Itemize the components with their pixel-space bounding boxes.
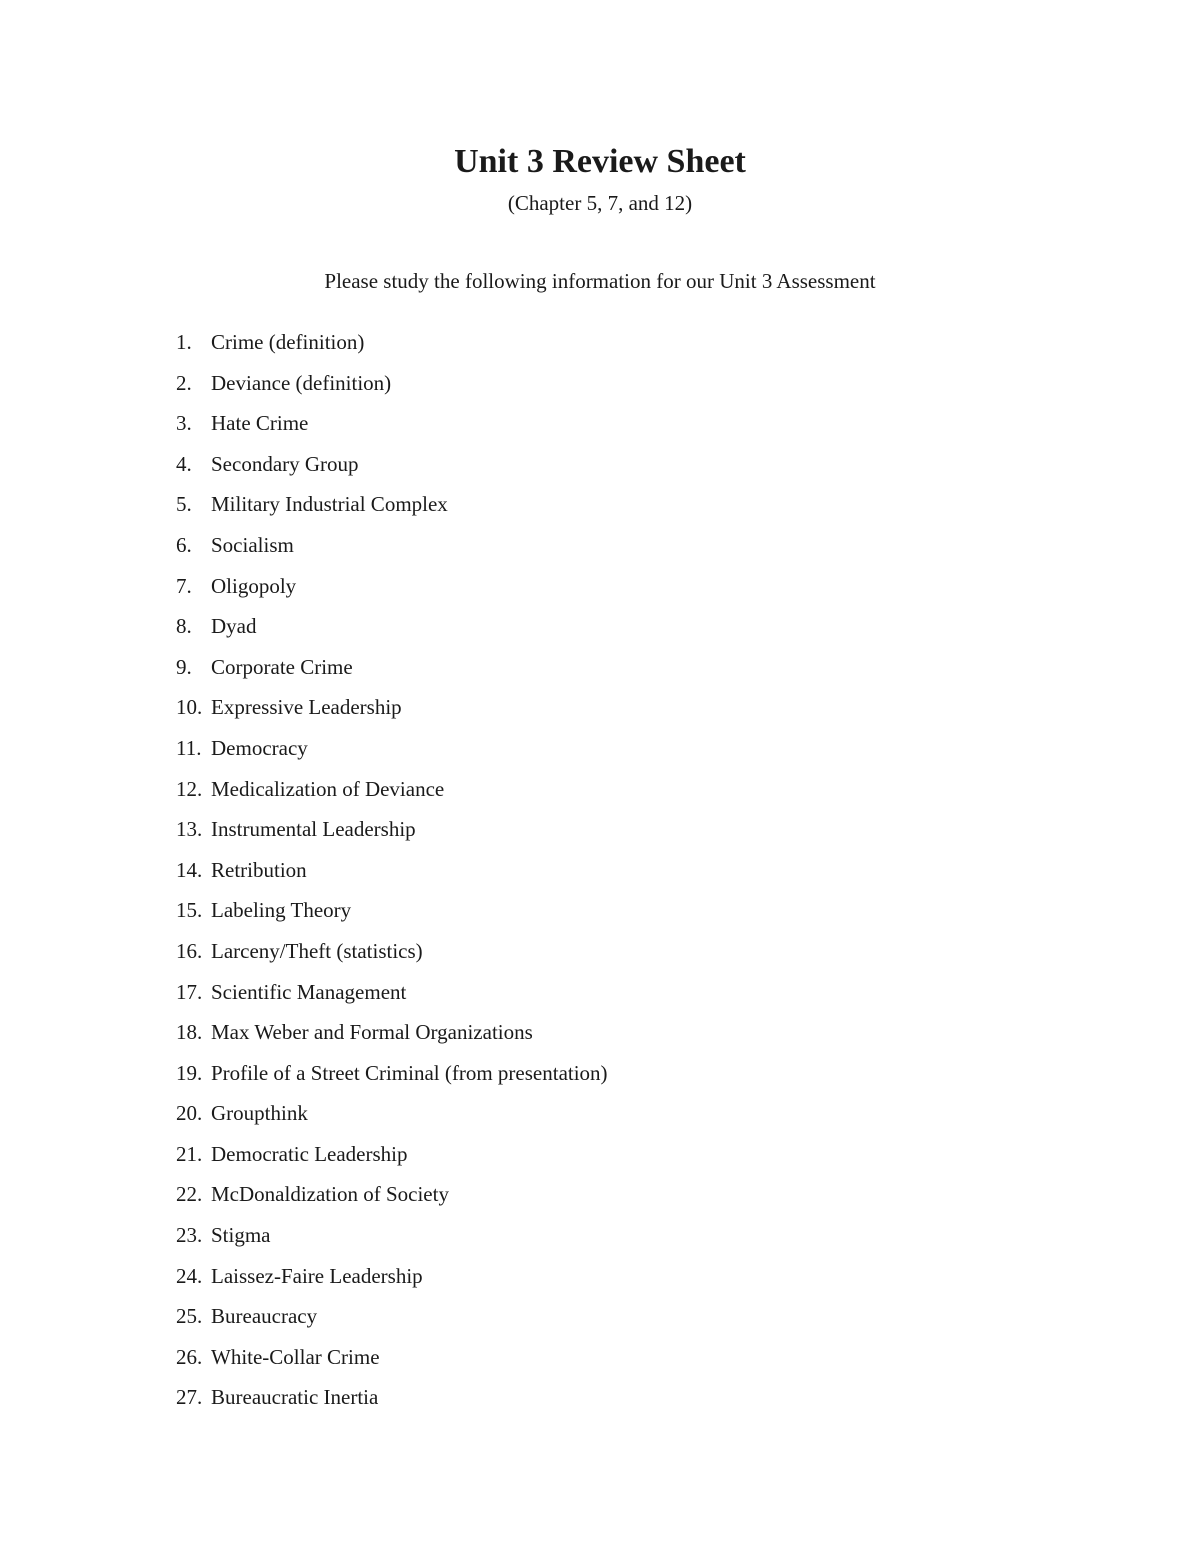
list-item-text: Stigma (211, 1223, 271, 1248)
list-item-number: 24. (176, 1263, 203, 1288)
list-item-number: 7. (176, 573, 192, 598)
list-item-text: Larceny/Theft (statistics) (211, 938, 423, 963)
list-item-number: 17. (176, 979, 203, 1004)
list-item (176, 449, 976, 490)
list-item (176, 1261, 976, 1302)
list-item-text: Medicalization of Deviance (211, 776, 445, 801)
list-item (176, 1220, 976, 1261)
list-item (176, 1342, 976, 1383)
list-item (176, 1179, 976, 1220)
list-item-text: Secondary Group (211, 451, 359, 476)
list-item (176, 1139, 976, 1180)
list-item (176, 774, 976, 815)
list-item-number: 14. (176, 857, 203, 882)
list-item (176, 855, 976, 896)
list-item-number: 22. (176, 1182, 203, 1207)
list-item (176, 327, 976, 368)
list-item-text: Groupthink (211, 1101, 308, 1126)
page-subtitle: (Chapter 5, 7, and 12) (507, 191, 693, 215)
list-item-number: 18. (176, 1020, 203, 1045)
list-item (176, 1058, 976, 1099)
list-item-number: 16. (176, 938, 203, 963)
list-item-number: 15. (176, 898, 203, 923)
list-item-text: Socialism (211, 532, 294, 557)
list-item-number: 12. (176, 776, 203, 801)
list-item (176, 1017, 976, 1058)
list-item-number: 26. (176, 1344, 203, 1369)
list-item (176, 1301, 976, 1342)
list-item-text: Bureaucratic Inertia (211, 1385, 379, 1410)
list-item-number: 21. (176, 1141, 203, 1166)
list-item-text: Max Weber and Formal Organizations (211, 1020, 533, 1045)
list-item-text: Crime (definition) (211, 330, 365, 354)
intro-text: Please study the following information for our Unit 3 Assessment (324, 269, 876, 293)
list-item-number: 19. (176, 1060, 203, 1085)
list-item-text: Scientific Management (211, 979, 407, 1004)
list-item-text: Instrumental Leadership (211, 817, 416, 842)
list-item (176, 408, 976, 449)
list-item (176, 895, 976, 936)
list-item-text: Expressive Leadership (211, 695, 402, 720)
review-list (176, 327, 976, 1423)
list-item-number: 9. (176, 654, 192, 679)
list-item-text: Democracy (211, 735, 308, 760)
list-item (176, 652, 976, 693)
list-item (176, 368, 976, 409)
list-item (176, 1098, 976, 1139)
list-item-number: 11. (176, 735, 202, 760)
list-item-number: 6. (176, 532, 192, 557)
list-item-text: Laissez-Faire Leadership (211, 1263, 423, 1288)
list-item-number: 2. (176, 370, 192, 395)
list-item (176, 571, 976, 612)
list-item-number: 5. (176, 492, 192, 517)
list-item-text: Bureaucracy (211, 1304, 318, 1329)
list-item-text: White-Collar Crime (211, 1344, 380, 1369)
list-item-text: Hate Crime (211, 411, 309, 436)
list-item-number: 20. (176, 1101, 203, 1126)
list-item-text: Deviance (definition) (211, 370, 392, 395)
list-item-number: 13. (176, 817, 203, 842)
list-item-text: Labeling Theory (211, 898, 352, 923)
list-item-text: Dyad (211, 614, 257, 639)
list-item (176, 1382, 976, 1423)
list-item-number: 10. (176, 695, 203, 720)
list-item-text: Profile of a Street Criminal (from presentation) (211, 1060, 608, 1085)
list-item-text: McDonaldization of Society (211, 1182, 449, 1207)
list-item (176, 977, 976, 1018)
list-item-text: Military Industrial Complex (211, 492, 448, 517)
list-item-text: Democratic Leadership (211, 1141, 408, 1166)
list-item (176, 489, 976, 530)
list-item (176, 611, 976, 652)
list-item-number: 3. (176, 411, 192, 436)
list-item-number: 25. (176, 1304, 203, 1329)
list-item-number: 27. (176, 1385, 203, 1410)
list-item-text: Oligopoly (211, 573, 297, 598)
list-item-number: 23. (176, 1223, 203, 1248)
list-item-text: Retribution (211, 857, 307, 882)
list-item (176, 814, 976, 855)
list-item (176, 936, 976, 977)
list-item-number: 1. (176, 330, 192, 354)
page-title: Unit 3 Review Sheet (454, 143, 746, 180)
list-item (176, 733, 976, 774)
list-item (176, 692, 976, 733)
list-item (176, 530, 976, 571)
list-item-number: 8. (176, 614, 192, 639)
list-item-text: Corporate Crime (211, 654, 353, 679)
list-item-number: 4. (176, 451, 192, 476)
